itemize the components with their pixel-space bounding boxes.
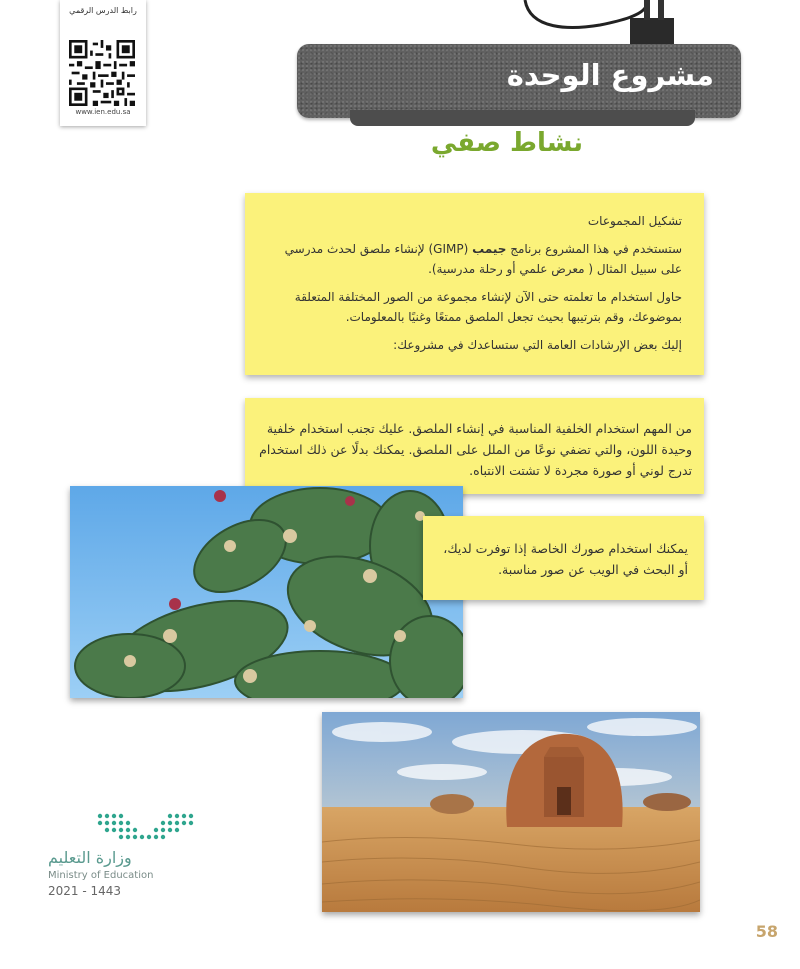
intro-p1-end: (GIMP) لإنشاء ملصق لحدث مدرسي على سبيل المثال ( معرض علمي أو رحلة مدرسية). — [284, 242, 682, 276]
activity-title: نشاط صفي — [430, 128, 583, 158]
background-note — [245, 398, 704, 494]
intro-paragraph-3: إليك بعض الإرشادات العامة التي ستساعدك في مشروعك: — [393, 338, 682, 352]
photos-note — [423, 516, 704, 600]
intro-p1-start: ستستخدم في هذا المشروع برنامج — [506, 242, 682, 256]
tomb-rock-photo — [322, 712, 700, 912]
intro-p1-bold: جيمب — [472, 242, 507, 256]
qr-label: رابط الدرس الرقمي — [69, 6, 137, 15]
ministry-name-en: Ministry of Education — [48, 870, 154, 881]
qr-code-icon[interactable] — [69, 40, 135, 106]
unit-title: مشروع الوحدة — [506, 58, 714, 92]
page-number: 58 — [755, 922, 778, 941]
background-note-text: من المهم استخدام الخلفية المناسبة في إنشاء الملصق. عليك تجنب استخدام خلفية وحيدة اللون، والتي تضفي نوعًا من الملل على الملصق. يمكنك بدلًا عن ذلك استخدام تدرج لوني أو صورة مجردة لا تشتت الانتباه. — [259, 421, 692, 478]
intro-note — [245, 193, 704, 375]
qr-card[interactable] — [60, 0, 146, 126]
ministry-name-ar: وزارة التعليم — [48, 848, 132, 867]
cactus-photo — [70, 486, 463, 698]
qr-url: www.ien.edu.sa — [75, 108, 131, 116]
photos-note-text: يمكنك استخدام صورك الخاصة إذا توفرت لديك، أو البحث في الويب عن صور مناسبة. — [443, 541, 688, 577]
intro-paragraph-2: حاول استخدام ما تعلمته حتى الآن لإنشاء مجموعة من الصور المختلفة المتعلقة بموضوعك، وقم بترتيبها بحيث تجعل الملصق ممتعًا وغنيًا بالمعلومات. — [294, 290, 682, 324]
ministry-logo-icon — [95, 810, 195, 846]
unit-banner-tab — [350, 110, 695, 126]
intro-paragraph-1 — [262, 239, 682, 279]
ministry-year: 2021 - 1443 — [48, 884, 122, 898]
intro-heading: تشكيل المجموعات — [587, 214, 682, 228]
